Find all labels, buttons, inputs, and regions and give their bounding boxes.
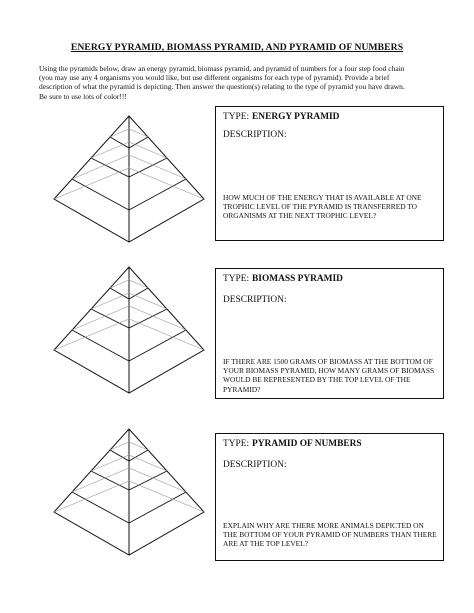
question-line: TROPHIC LEVEL OF THE PYRAMID IS TRANSFERRED TO bbox=[223, 202, 418, 212]
energy-pyramid-panel bbox=[215, 106, 444, 241]
type-line bbox=[223, 275, 343, 284]
instructions-line: Using the pyramids below, draw an energy pyramid, biomass pyramid, and pyramid of numbers for a four step food chain bbox=[39, 64, 405, 73]
question-line: EXPLAIN WHY ARE THERE MORE ANIMALS DEPICTED ON bbox=[223, 521, 424, 530]
energy-pyramid-drawing[interactable] bbox=[50, 114, 208, 244]
instructions-line: (you may use any 4 organisms you would like, but use different organisms for each type of pyramid). Provide a brief bbox=[39, 73, 390, 83]
biomass-pyramid-panel bbox=[215, 268, 444, 399]
description-label: DESCRIPTION: bbox=[223, 460, 287, 470]
description-label: DESCRIPTION: bbox=[223, 295, 287, 305]
question-line: ORGANISMS AT THE NEXT TROPHIC LEVEL? bbox=[223, 211, 377, 221]
type-line bbox=[223, 440, 362, 449]
numbers-pyramid-drawing[interactable] bbox=[50, 427, 208, 557]
question-line: WOULD BE REPRESENTED BY THE TOP LEVEL OF THE bbox=[223, 375, 411, 385]
description-label: DESCRIPTION: bbox=[223, 130, 287, 140]
question bbox=[223, 521, 437, 549]
instructions-line: description of what the pyramid is depicting. Then answer the question(s) relating to the type of pyramid you have drawn. bbox=[39, 82, 405, 92]
question-line: HOW MUCH OF THE ENERGY THAT IS AVAILABLE AT ONE bbox=[223, 193, 422, 202]
worksheet-title: ENERGY PYRAMID, BIOMASS PYRAMID, AND PYRAMID OF NUMBERS bbox=[70, 42, 404, 53]
type-value: ENERGY PYRAMID bbox=[252, 112, 340, 122]
type-line bbox=[223, 113, 339, 122]
type-label: TYPE: bbox=[223, 439, 250, 449]
question-line: IF THERE ARE 1500 GRAMS OF BIOMASS AT THE BOTTOM OF bbox=[223, 357, 433, 366]
question-line: THE BOTTOM OF YOUR PYRAMID OF NUMBERS THAN THERE bbox=[223, 530, 437, 540]
type-label: TYPE: bbox=[223, 112, 250, 122]
type-label: TYPE: bbox=[223, 274, 250, 284]
type-value: BIOMASS PYRAMID bbox=[252, 274, 343, 284]
question-line: PYRAMID? bbox=[223, 384, 261, 394]
numbers-pyramid-panel bbox=[215, 433, 444, 561]
type-value: PYRAMID OF NUMBERS bbox=[252, 439, 362, 449]
instructions bbox=[39, 64, 451, 101]
instructions-line: Be sure to use lots of color!!! bbox=[39, 91, 127, 101]
question bbox=[223, 193, 437, 221]
biomass-pyramid-drawing[interactable] bbox=[50, 265, 208, 395]
question bbox=[223, 357, 437, 394]
question-line: ARE AT THE TOP LEVEL? bbox=[223, 539, 308, 549]
question-line: YOUR BIOMASS PYRAMID, HOW MANY GRAMS OF BIOMASS bbox=[223, 366, 435, 376]
